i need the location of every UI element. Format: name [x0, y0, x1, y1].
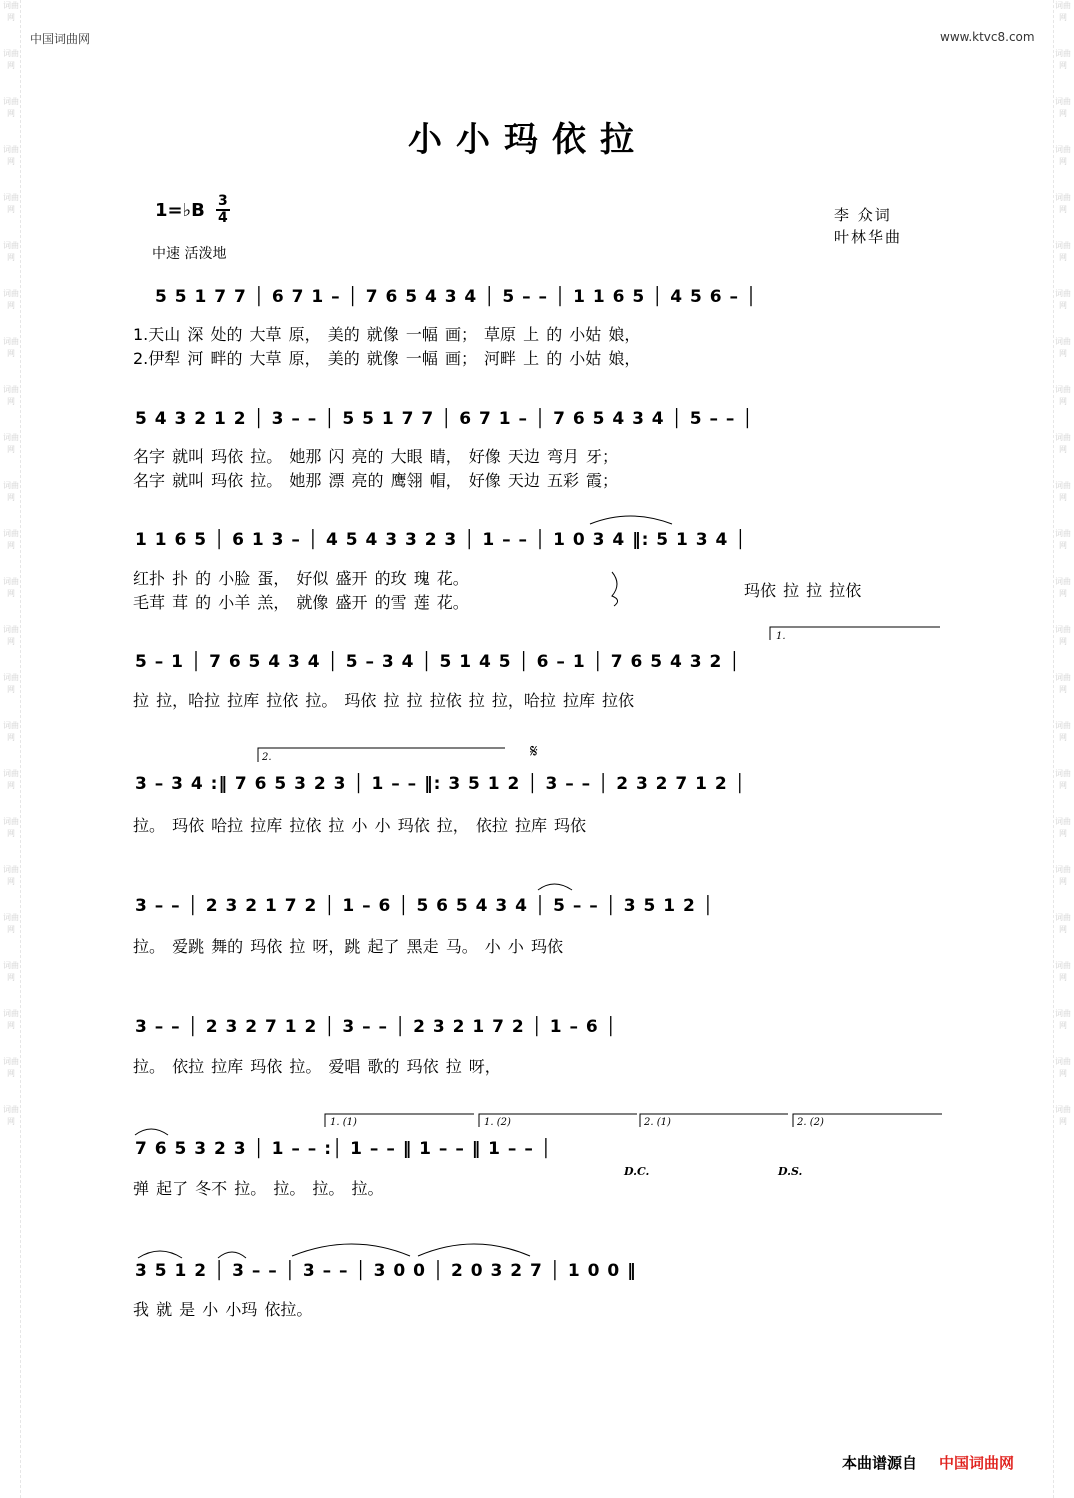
volta-bracket-1 — [770, 627, 940, 640]
lyricist-credit: 李 众词 — [834, 206, 892, 224]
header-right-site: www.ktvc8.com — [940, 30, 1035, 44]
notation-line-1: 5 5 1 7 7 │ 6 7 1 – │ 7 6 5 4 3 4 │ 5 – – │ 1 1 6 5 │ 4 5 6 – │ — [155, 287, 758, 307]
notation-line-9: 3 5 1 2 │ 3 – – │ 3 – – │ 3 0 0 │ 2 0 3 2 7 │ 1 0 0 ‖ — [135, 1261, 637, 1281]
volta-bracket-2 — [258, 748, 505, 762]
volta-bracket-2-1 — [640, 1114, 788, 1127]
lyric-line-8: 弹 起了 冬不 拉。 拉。 拉。 拉。 — [133, 1179, 384, 1198]
tempo-marking: 中速 活泼地 — [152, 246, 227, 262]
lyric-line-1-verse-1: 1.天山 深 处的 大草 原， 美的 就像 一幅 画； 草原 上 的 小姑 娘， — [133, 325, 641, 344]
lyric-line-2-verse-1: 名字 就叫 玛依 拉。 她那 闪 亮的 大眼 睛， 好像 天边 弯月 牙； — [133, 447, 619, 466]
volta-bracket-2-2 — [793, 1114, 942, 1127]
volta-label-2-1: 2. (1) — [644, 1117, 671, 1128]
page-title: 小小玛依拉 — [408, 120, 648, 160]
lyric-line-9: 我 就 是 小 小玛 依拉。 — [133, 1300, 313, 1319]
volta-bracket-1-2 — [479, 1114, 637, 1127]
time-signature-bottom: 4 — [218, 210, 228, 226]
volta-label-2-2: 2. (2) — [797, 1117, 824, 1128]
right-watermark-strip: 词曲网 词曲网 词曲网 词曲网 词曲网 词曲网 词曲网 词曲网 词曲网 词曲网 词曲网 词曲网 词曲网 词曲网 词曲网 词曲网 词曲网 词曲网 词曲网 词曲网 词曲网 词曲网 词曲网 词曲网 — [1053, 0, 1072, 1498]
footer-site: 中国词曲网 — [939, 1454, 1015, 1472]
notation-line-4: 5 – 1 │ 7 6 5 4 3 4 │ 5 – 3 4 │ 5 1 4 5 │ 6 – 1 │ 7 6 5 4 3 2 │ — [135, 652, 741, 672]
key-signature: 1=♭B — [155, 200, 205, 221]
tie-system-9-b — [418, 1244, 530, 1256]
volta-label-1-1: 1. (1) — [330, 1117, 357, 1128]
segno-sign: 𝄋 — [530, 741, 538, 762]
footer-label: 本曲谱源自 — [842, 1454, 918, 1472]
tie-system-3 — [590, 516, 672, 524]
footer-source — [842, 1452, 1014, 1473]
lyric-line-2-verse-2: 名字 就叫 玛依 拉。 她那 漂 亮的 鹰翎 帽， 好像 天边 五彩 霞； — [133, 471, 619, 490]
bracket-system-3 — [612, 572, 618, 606]
slur-system-6 — [538, 884, 572, 890]
notation-line-7: 3 – – │ 2 3 2 7 1 2 │ 3 – – │ 2 3 2 1 7 2 │ 1 – 6 │ — [135, 1017, 617, 1037]
notation-line-8: 7 6 5 3 2 3 │ 1 – – :│ 1 – – ‖ 1 – – ‖ 1 – – │ — [135, 1139, 552, 1159]
lyric-line-1-verse-2: 2.伊犁 河 畔的 大草 原， 美的 就像 一幅 画； 河畔 上 的 小姑 娘， — [133, 349, 641, 368]
da-capo-mark: D.C. — [624, 1165, 650, 1178]
notation-line-5: 3 – 3 4 :‖ 7 6 5 3 2 3 │ 1 – – ‖: 3 5 1 2 │ 3 – – │ 2 3 2 7 1 2 │ — [135, 774, 746, 794]
notation-line-2: 5 4 3 2 1 2 │ 3 – – │ 5 5 1 7 7 │ 6 7 1 – │ 7 6 5 4 3 4 │ 5 – – │ — [135, 409, 754, 429]
composer-credit: 叶林华曲 — [834, 228, 903, 246]
slur-system-9-a — [138, 1251, 182, 1258]
volta-bracket-1-1 — [325, 1114, 474, 1127]
notation-line-6: 3 – – │ 2 3 2 1 7 2 │ 1 – 6 │ 5 6 5 4 3 4 │ 5 – – │ 3 5 1 2 │ — [135, 896, 715, 916]
lyric-line-3-refrain: 玛依 拉 拉 拉依 — [744, 581, 862, 600]
time-signature-top: 3 — [218, 193, 228, 209]
volta-label-1-2: 1. (2) — [484, 1117, 511, 1128]
volta-label-1: 1. — [776, 631, 786, 642]
slur-system-9-b — [218, 1252, 246, 1258]
notation-line-3: 1 1 6 5 │ 6 1 3 – │ 4 5 4 3 3 2 3 │ 1 – – │ 1 0 3 4 ‖: 5 1 3 4 │ — [135, 530, 747, 550]
tie-system-9-a — [292, 1244, 410, 1256]
lyric-line-6: 拉。 爱跳 舞的 玛依 拉 呀，跳 起了 黑走 马。 小 小 玛依 — [133, 937, 563, 956]
volta-label-2: 2. — [262, 752, 272, 763]
lyric-line-4: 拉 拉，哈拉 拉库 拉依 拉。 玛依 拉 拉 拉依 拉 拉，哈拉 拉库 拉依 — [133, 691, 635, 710]
lyric-line-5: 拉。 玛依 哈拉 拉库 拉依 拉 小 小 玛依 拉， 依拉 拉库 玛依 — [133, 816, 587, 835]
slur-system-8 — [135, 1129, 168, 1135]
header-left-site: 中国词曲网 — [30, 32, 91, 46]
left-watermark-strip: 词曲网 词曲网 词曲网 词曲网 词曲网 词曲网 词曲网 词曲网 词曲网 词曲网 词曲网 词曲网 词曲网 词曲网 词曲网 词曲网 词曲网 词曲网 词曲网 词曲网 词曲网 词曲网 词曲网 词曲网 — [2, 0, 21, 1498]
lyric-line-7: 拉。 依拉 拉库 玛依 拉。 爱唱 歌的 玛依 拉 呀， — [133, 1057, 501, 1076]
lyric-line-3-verse-1: 红扑 扑 的 小脸 蛋， 好似 盛开 的玫 瑰 花。 — [133, 569, 469, 588]
lyric-line-3-verse-2: 毛茸 茸 的 小羊 羔， 就像 盛开 的雪 莲 花。 — [133, 593, 469, 612]
dal-segno-mark: D.S. — [778, 1165, 803, 1178]
